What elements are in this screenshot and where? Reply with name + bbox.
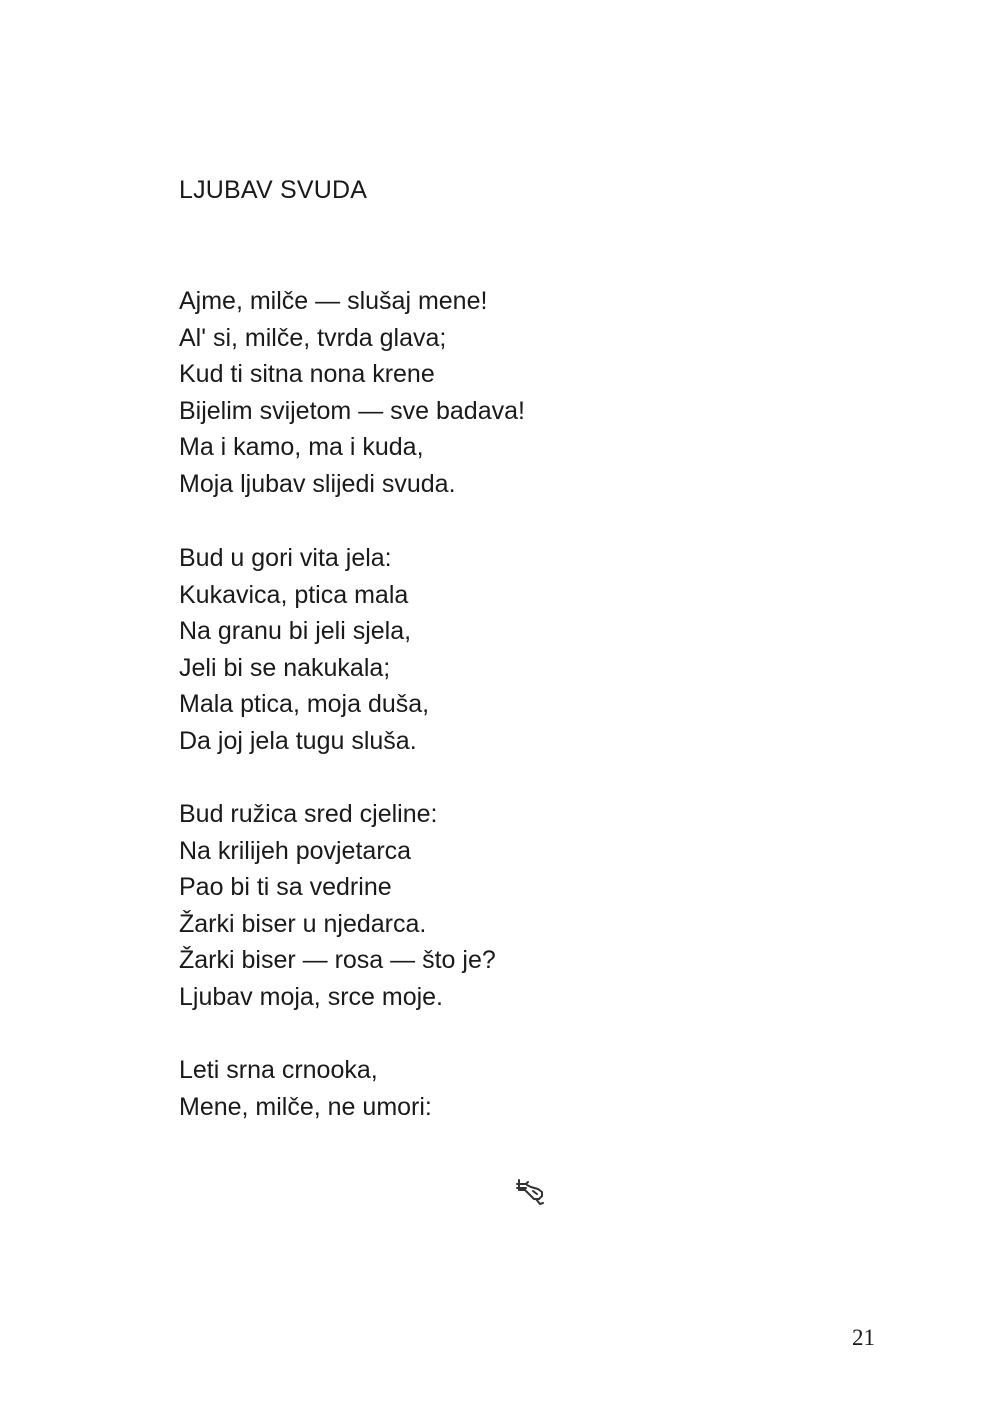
poem-line: Al' si, milče, tvrda glava; [179, 323, 447, 352]
stanza-4 [179, 1052, 432, 1125]
poem-line: Bijelim svijetom — sve badava! [179, 396, 525, 425]
poem-line: Ajme, milče — slušaj mene! [179, 287, 488, 315]
poem-line: Da joj jela tugu sluša. [179, 726, 417, 755]
page-number: 21 [852, 1325, 875, 1350]
poem-line: Mene, milče, ne umori: [179, 1092, 432, 1121]
poem-line: Moja ljubav slijedi svuda. [179, 469, 456, 498]
poem-line: Kud ti sitna nona krene [179, 360, 435, 389]
poem-line: Ljubav moja, srce moje. [179, 982, 444, 1011]
poem-line: Mala ptica, moja duša, [179, 690, 430, 719]
poem-line: Bud u gori vita jela: [179, 544, 392, 572]
poem-line: Jeli bi se nakukala; [179, 653, 391, 682]
stanza-3 [179, 796, 496, 1016]
poem-line: Na krilijeh povjetarca [179, 836, 412, 865]
pointing-hand-icon [512, 1176, 546, 1210]
poem-line: Leti srna crnooka, [179, 1056, 378, 1084]
poem-line: Ma i kamo, ma i kuda, [179, 433, 424, 462]
stanza-1 [179, 283, 525, 503]
poem-line: Kukavica, ptica mala [179, 580, 409, 609]
poem-line: Pao bi ti sa vedrine [179, 873, 392, 902]
poem-line: Žarki biser — rosa — što je? [179, 946, 496, 975]
stanza-2 [179, 540, 429, 760]
poem-line: Bud ružica sred cjeline: [179, 800, 438, 828]
poem-line: Na granu bi jeli sjela, [179, 617, 412, 646]
poem-title: LJUBAV SVUDA [179, 176, 368, 204]
poem-line: Žarki biser u njedarca. [179, 909, 427, 938]
